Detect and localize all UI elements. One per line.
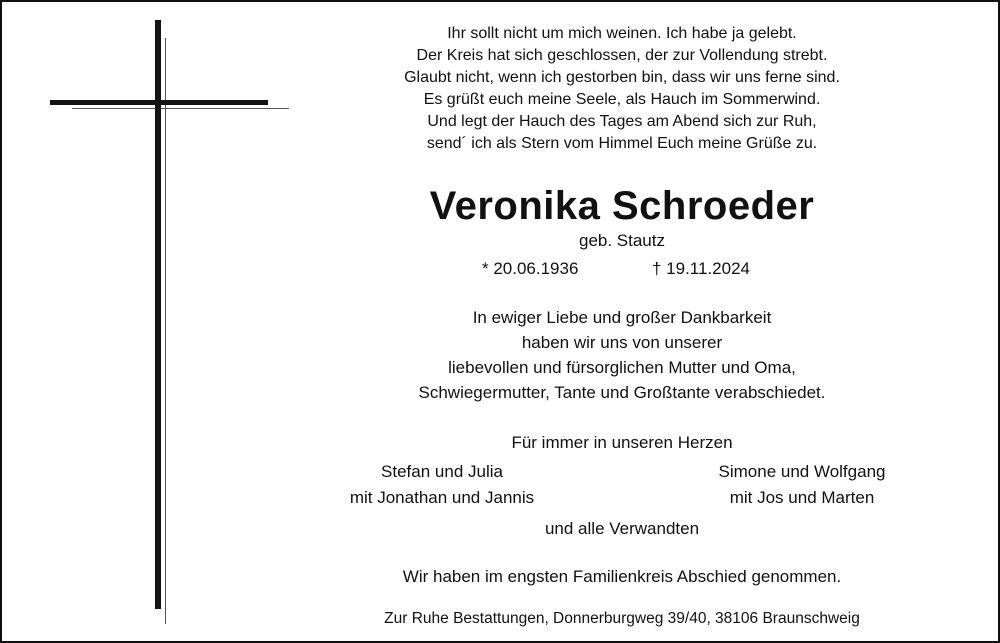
relatives: und alle Verwandten: [544, 519, 700, 538]
family-line: Simone und Wolfgang: [718, 462, 886, 481]
deceased-name: Veronika Schroeder: [429, 184, 815, 228]
family-line: mit Jos und Marten: [729, 488, 875, 507]
family-line: Stefan und Julia: [381, 462, 503, 481]
farewell-note: Wir haben im engsten Familienkreis Abschied genommen.: [402, 567, 842, 586]
cross-horizontal-bar: [50, 100, 268, 105]
cross-horizontal-shadow: [72, 108, 289, 109]
hearts-line: Für immer in unseren Herzen: [511, 433, 733, 452]
dedication-line: liebevollen und fürsorglichen Mutter und Oma,: [448, 358, 796, 377]
poem-line: Es grüßt euch meine Seele, als Hauch im Sommerwind.: [423, 91, 821, 108]
cross-vertical-bar: [155, 20, 161, 609]
poem-line: Und legt der Hauch des Tages am Abend sich zur Ruh,: [427, 113, 817, 130]
poem-line: Glaubt nicht, wenn ich gestorben bin, dass wir uns ferne sind.: [404, 69, 840, 86]
birth-date: * 20.06.1936: [482, 259, 579, 278]
poem-line: Der Kreis hat sich geschlossen, der zur Vollendung strebt.: [416, 47, 828, 64]
dedication-line: In ewiger Liebe und großer Dankbarkeit: [472, 308, 772, 327]
family-line: mit Jonathan und Jannis: [349, 488, 535, 507]
undertaker-info: Zur Ruhe Bestattungen, Donnerburgweg 39/40, 38106 Braunschweig: [384, 610, 860, 627]
family-right: [662, 459, 942, 511]
family-left: [302, 459, 582, 511]
death-date: † 19.11.2024: [652, 259, 750, 278]
dedication: [312, 305, 932, 405]
cross-vertical-shadow: [165, 38, 166, 624]
poem: [312, 23, 932, 155]
poem-line: Ihr sollt nicht um mich weinen. Ich habe ja gelebt.: [447, 25, 797, 42]
dedication-line: haben wir uns von unserer: [521, 333, 723, 352]
birth-name: geb. Stautz: [578, 231, 665, 250]
poem-line: send´ ich als Stern vom Himmel Euch meine Grüße zu.: [426, 135, 818, 152]
dedication-line: Schwiegermutter, Tante und Großtante verabschiedet.: [418, 383, 826, 402]
